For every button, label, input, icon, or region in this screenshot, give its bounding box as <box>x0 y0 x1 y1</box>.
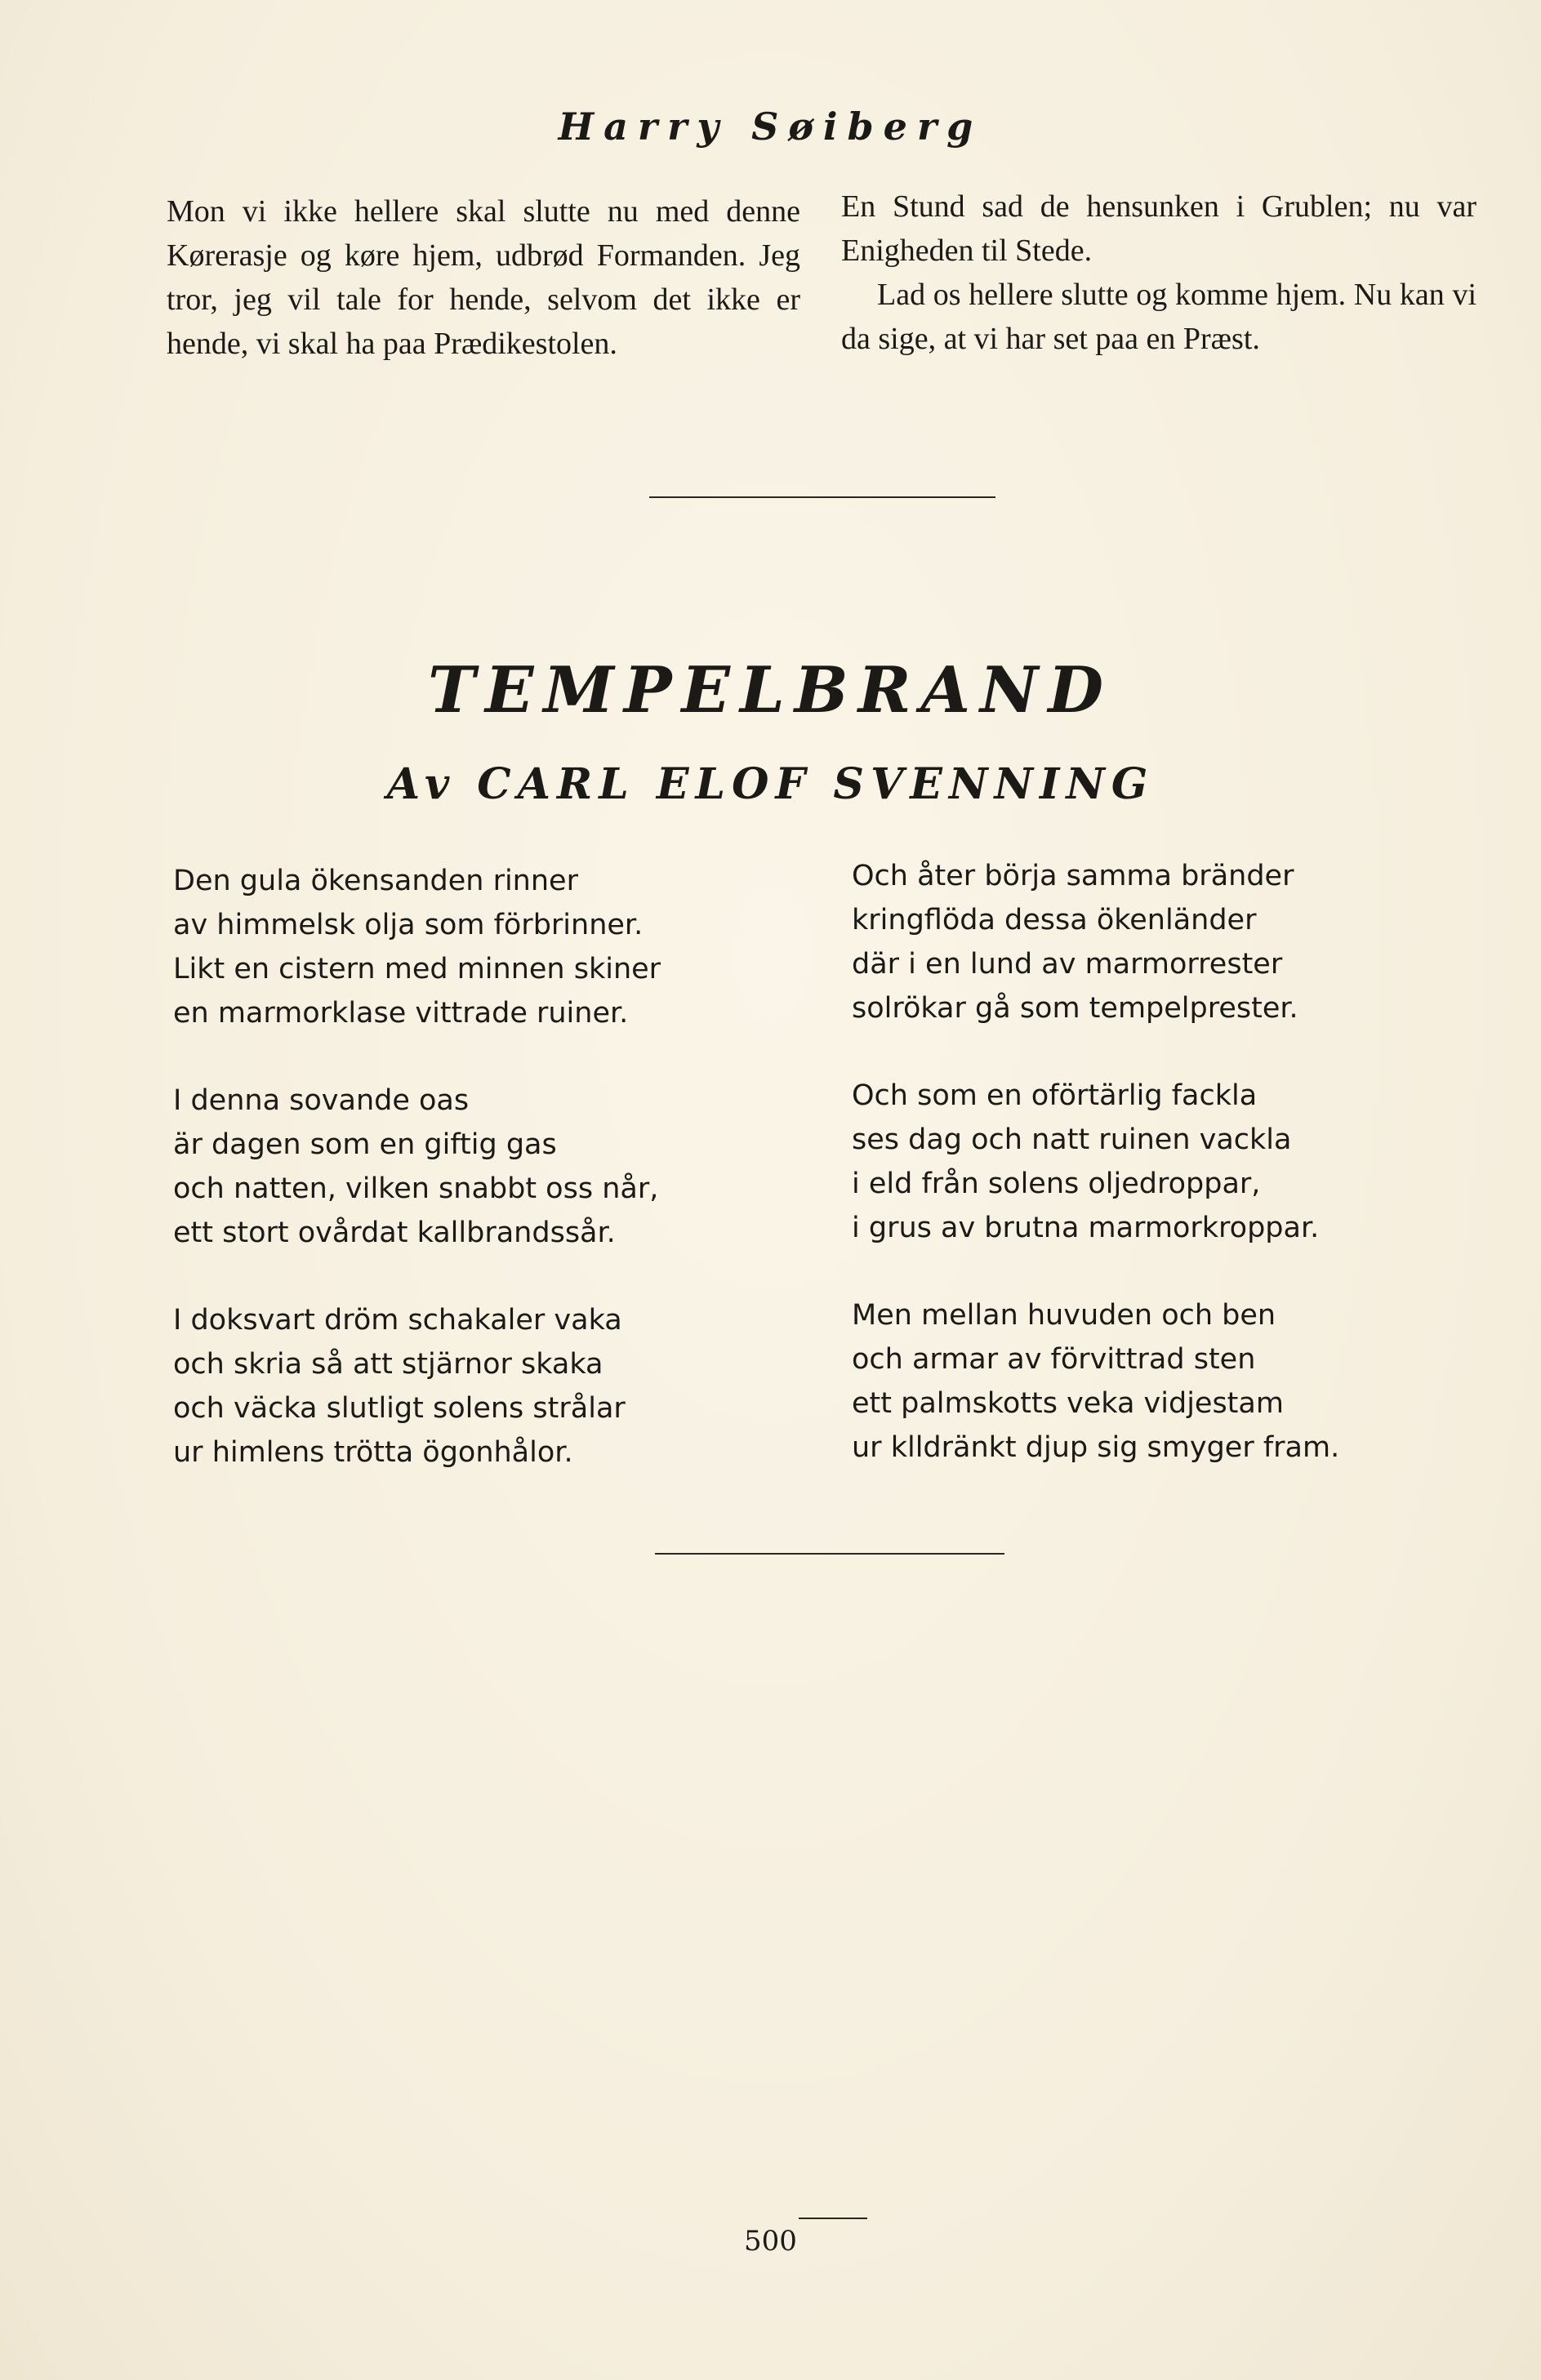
poem-line: ur himlens trötta ögonhålor. <box>173 1436 573 1469</box>
poem-line: solrökar gå som tempelprester. <box>852 992 1298 1025</box>
poem-line: Likt en cistern med minnen skiner <box>173 953 661 985</box>
poem-line: och armar av förvittrad sten <box>852 1343 1256 1376</box>
poem-line: I doksvart dröm schakaler vaka <box>173 1304 622 1337</box>
section-divider <box>655 1553 1004 1555</box>
poem-stanza <box>852 1074 1497 1250</box>
poem-stanza <box>173 859 794 1035</box>
section-divider <box>649 496 995 498</box>
poem-right-column <box>852 854 1497 1513</box>
poem-line: ett stort ovårdat kallbrandssår. <box>173 1217 616 1249</box>
poem-line: i grus av brutna marmorkroppar. <box>852 1212 1320 1244</box>
poem-line: i eld från solens oljedroppar, <box>852 1168 1261 1200</box>
poem-line: Och som en oförtärlig fackla <box>852 1079 1258 1112</box>
poem-line: kringflöda dessa ökenländer <box>852 904 1257 936</box>
prose-paragraph: Mon vi ikke hellere skal slutte nu med denne Kørerasje og køre hjem, udbrød Formanden. Jeg tror, jeg vil tale for hende, selvom det ikke er hende, vi skal ha paa Prædikestolen. <box>167 194 800 361</box>
poem-line: Den gula ökensanden rinner <box>173 865 578 897</box>
prose-left-column <box>167 189 800 366</box>
page-number-rule <box>799 2218 867 2219</box>
poem-left-column <box>173 859 794 1518</box>
poem-line: Men mellan huvuden och ben <box>852 1299 1276 1332</box>
page-number: 500 <box>744 2225 797 2258</box>
poem-line: och skria så att stjärnor skaka <box>173 1348 603 1381</box>
prose-right-column <box>841 185 1476 361</box>
poem-line: och väcka slutligt solens strålar <box>173 1392 626 1425</box>
poem-line: ett palmskotts veka vidjestam <box>852 1387 1284 1420</box>
prose-paragraph: En Stund sad de hensunken i Grublen; nu var Enigheden til Stede. <box>841 189 1476 268</box>
poem-author: Av CARL ELOF SVENNING <box>386 759 1155 809</box>
prose-paragraph: Lad os hellere slutte og komme hjem. Nu kan vi da sige, at vi har set paa en Præst. <box>841 278 1476 356</box>
poem-line: en marmorklase vittrade ruiner. <box>173 997 629 1030</box>
poem-line: Och åter börja samma bränder <box>852 860 1294 892</box>
poem-title: TEMPELBRAND <box>428 653 1113 727</box>
poem-line: I denna sovande oas <box>173 1084 470 1117</box>
poem-stanza <box>852 854 1497 1030</box>
poem-line: och natten, vilken snabbt oss når, <box>173 1172 659 1205</box>
poem-stanza <box>173 1079 794 1255</box>
running-head: Harry Søiberg <box>558 105 983 149</box>
poem-line: är dagen som en giftig gas <box>173 1128 557 1161</box>
poem-line: av himmelsk olja som förbrinner. <box>173 909 644 941</box>
poem-line: där i en lund av marmorrester <box>852 948 1283 981</box>
poem-line: ses dag och natt ruinen vackla <box>852 1123 1292 1156</box>
poem-stanza <box>852 1293 1497 1470</box>
poem-stanza <box>173 1298 794 1475</box>
poem-line: ur klldränkt djup sig smyger fram. <box>852 1431 1340 1464</box>
